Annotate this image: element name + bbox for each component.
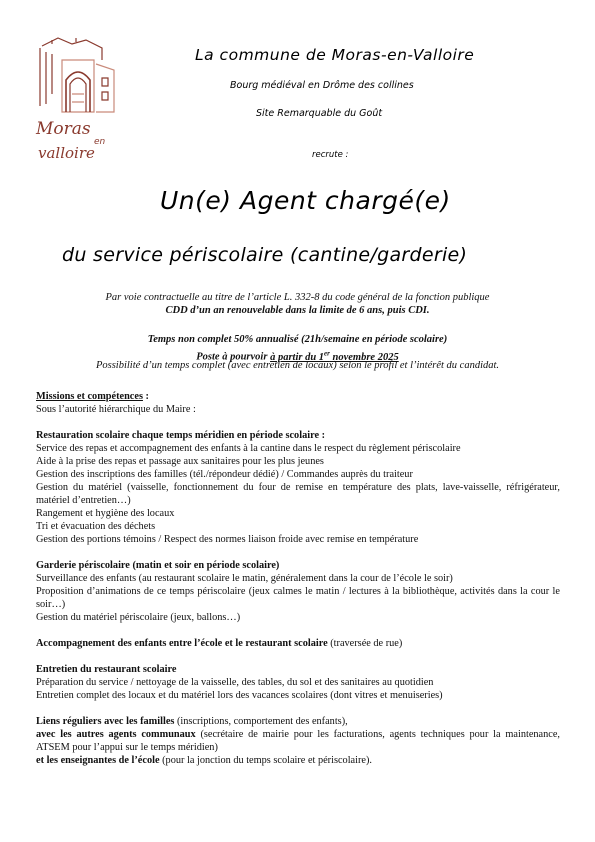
list-item: Gestion des inscriptions des familles (tél./répondeur dédié) / Commandes auprès du traiteur bbox=[36, 469, 413, 480]
missions-section: Missions et compétences : Sous l’autorité hiérarchique du Maire : Restauration scolaire chaque temps méridien en période scolaire : Service des repas et accompagnement des enfants à la cantine dans le respect du règlement périscolaire Aide à la prise des repas et passage aux sanitaires pour les plus jeunes Gestion des inscriptions des familles (tél./répondeur dédié) / Commandes auprès du traiteur Gestion du matériel (vaisselle, fonctionnement du four de remise en température des plats, lave-vaisselle, réfrigérateur, matériel d’entretien…) Rangement et hygiène des locaux Tri et évacuation des déchets Gestion des portions témoins / Respect des normes liaison froide avec remise en température Garderie périscolaire (matin et soir en période scolaire) Surveillance des enfants (au restaurant scolaire le matin, généralement dans la cour de l’école le soir) Proposition d’animations de ce temps périscolaire (jeux calmes le matin / lectures à la bibliothèque, activités dans la cour le soir…) Gestion du matériel périscolaire (jeux, ballons…) Accompagnement des enfants entre l’école et le restaurant scolaire (traversée de rue) Entretien du restaurant scolaire Préparation du service / nettoyage de la vaisselle, des tables, du sol et des sanitaires au quotidien Entretien complet des locaux et du matériel lors des vacances scolaires (dont vitres et menuiseries) Liens réguliers avec les familles (inscriptions, comportement des enfants), avec les autres agents communaux (secrétaire de mairie pour les facturations, agents techniques pour la maintenance, ATSEM pour l’appui sur le temps méridien) et les enseignantes de l’école (pour la jonction du temps scolaire et périscolaire). bbox=[36, 391, 560, 766]
list-item: Tri et évacuation des déchets bbox=[36, 521, 156, 532]
subtitle-medieval: Bourg médiéval en Drôme des collines bbox=[230, 80, 414, 91]
restauration-title: Restauration scolaire chaque temps méridien en période scolaire : bbox=[36, 430, 326, 441]
liens-agents: avec les autres agents communaux (secrétaire de mairie pour les facturations, agents techniques pour la maintenance, ATSEM pour l’appui sur le temps méridien) bbox=[36, 729, 560, 753]
list-item: Gestion du matériel périscolaire (jeux, ballons…) bbox=[36, 612, 241, 623]
logo-word-en: en bbox=[94, 137, 106, 147]
intro-cdd: CDD d’un an renouvelable dans la limite de 6 ans, puis CDI. bbox=[165, 305, 430, 316]
intro-poste-date: à partir du 1er novembre 2025 bbox=[270, 349, 399, 363]
recrute-label: recrute : bbox=[312, 150, 349, 160]
list-item: Préparation du service / nettoyage de la vaisselle, des tables, du sol et des sanitaires au quotidien bbox=[36, 677, 434, 688]
list-item: Aide à la prise des repas et passage aux sanitaires pour les plus jeunes bbox=[36, 456, 324, 467]
job-subtitle: du service périscolaire (cantine/garderie) bbox=[62, 244, 468, 266]
subtitle-site: Site Remarquable du Goût bbox=[256, 108, 383, 119]
list-item: Entretien complet des locaux et du matériel lors des vacances scolaires (dont vitres et menuiseries) bbox=[36, 690, 443, 701]
list-item: Service des repas et accompagnement des enfants à la cantine dans le respect du règlement périscolaire bbox=[36, 443, 461, 454]
intro-poste-prefix: Poste à pourvoir bbox=[196, 351, 271, 363]
logo-word-moras: Moras bbox=[36, 119, 91, 139]
list-item: Surveillance des enfants (au restaurant scolaire le matin, généralement dans la cour de l’école le soir) bbox=[36, 573, 453, 584]
garderie-title: Garderie périscolaire (matin et soir en période scolaire) bbox=[36, 560, 280, 571]
list-item: Rangement et hygiène des locaux bbox=[36, 508, 175, 519]
list-item: Proposition d’animations de ce temps périscolaire (jeux calmes le matin / lectures à la bibliothèque, activités dans la cour le soir…) bbox=[36, 586, 560, 610]
accompagnement-line: Accompagnement des enfants entre l’école et le restaurant scolaire (traversée de rue) bbox=[36, 638, 403, 649]
missions-under: Sous l’autorité hiérarchique du Maire : bbox=[36, 404, 196, 415]
intro-possibilite: Possibilité d’un temps complet (avec entretien de locaux) selon le profil et l’intérêt du candidat. bbox=[95, 360, 500, 371]
missions-heading: Missions et compétences bbox=[36, 391, 143, 402]
moras-logo bbox=[32, 34, 124, 164]
list-item: Gestion du matériel (vaisselle, fonctionnement du four de remise en température des plats, lave-vaisselle, réfrigérateur, matériel d’entretien…) bbox=[36, 482, 560, 506]
liens-enseignantes: et les enseignantes de l’école (pour la jonction du temps scolaire et périscolaire). bbox=[36, 755, 372, 766]
entretien-title: Entretien du restaurant scolaire bbox=[36, 664, 177, 675]
liens-familles: Liens réguliers avec les familles (inscriptions, comportement des enfants), bbox=[36, 716, 348, 727]
intro-contract: Par voie contractuelle au titre de l’article L. 332-8 du code général de la fonction publique bbox=[105, 292, 490, 303]
list-item: Gestion des portions témoins / Respect des normes liaison froide avec remise en température bbox=[36, 534, 419, 545]
logo-word-valloire: valloire bbox=[38, 144, 95, 162]
commune-title: La commune de Moras-en-Valloire bbox=[195, 46, 475, 64]
job-title: Un(e) Agent chargé(e) bbox=[160, 186, 451, 215]
intro-temps: Temps non complet 50% annualisé (21h/semaine en période scolaire) bbox=[147, 334, 448, 345]
